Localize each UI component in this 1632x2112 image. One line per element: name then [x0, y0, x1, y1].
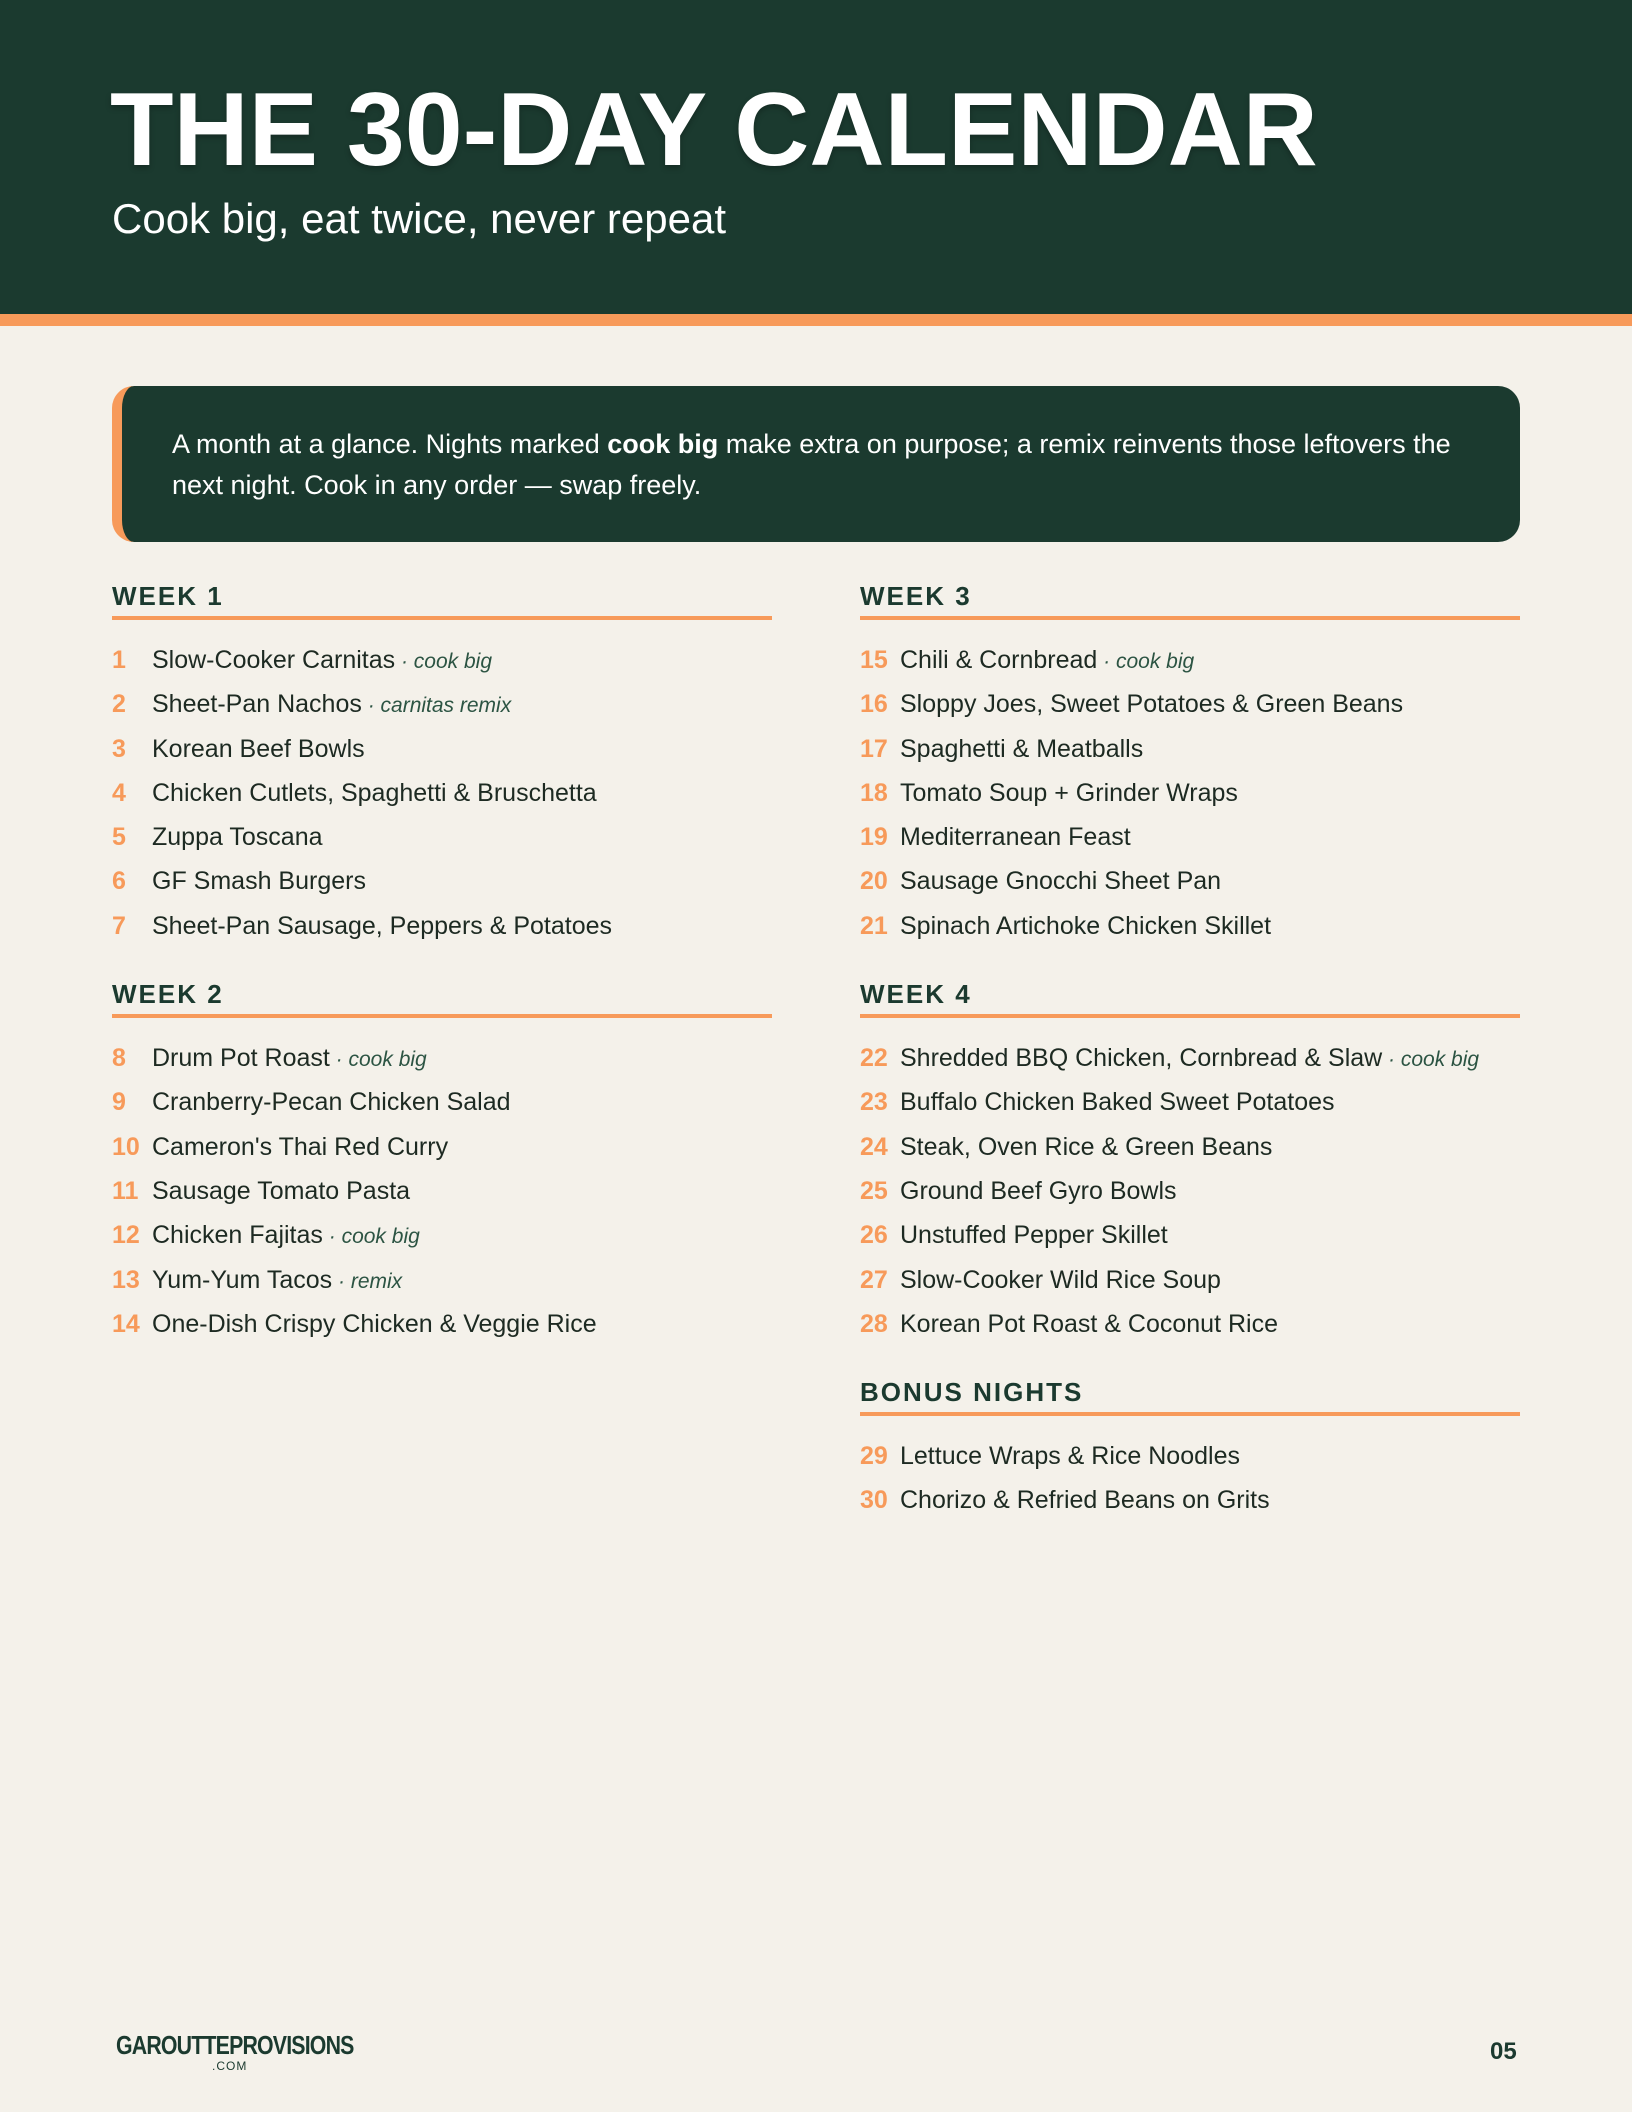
- day-item: [112, 859, 772, 903]
- day-item: [112, 638, 772, 682]
- day-item: [112, 1125, 772, 1169]
- day-item: [112, 1080, 772, 1124]
- day-item: [860, 1213, 1520, 1257]
- meal-tag: · cook big: [322, 1225, 420, 1249]
- day-item: [860, 1478, 1520, 1522]
- day-number: 20: [860, 867, 888, 896]
- meal-name: GF Smash Burgers: [152, 867, 366, 896]
- day-item: [860, 1258, 1520, 1302]
- left-column: [112, 578, 772, 1346]
- week-3-section: [860, 578, 1520, 948]
- week-heading: WEEK 1: [112, 578, 772, 620]
- meal-name: Sheet-Pan Nachos: [152, 690, 362, 719]
- day-number: 25: [860, 1176, 888, 1205]
- meal-name: Ground Beef Gyro Bowls: [900, 1176, 1177, 1205]
- day-item: [860, 1169, 1520, 1213]
- meal-tag: · cook big: [1382, 1048, 1480, 1072]
- meal-tag: · carnitas remix: [361, 694, 512, 718]
- meal-name: Unstuffed Pepper Skillet: [900, 1221, 1168, 1250]
- day-list: [860, 1416, 1520, 1523]
- bonus-nights-section: [860, 1374, 1520, 1523]
- meal-name: Chili & Cornbread: [900, 646, 1098, 674]
- page-title: THE 30-DAY CALENDAR: [110, 72, 1318, 188]
- day-item: [112, 815, 772, 859]
- meal-name: Shredded BBQ Chicken, Cornbread & Slaw: [900, 1044, 1383, 1073]
- day-number: 17: [860, 734, 888, 763]
- day-list: [860, 620, 1520, 948]
- week-heading: WEEK 4: [860, 976, 1520, 1018]
- day-item: [860, 815, 1520, 859]
- day-number: 24: [860, 1132, 888, 1161]
- day-number: 15: [860, 646, 888, 674]
- meal-name: Slow-Cooker Carnitas: [152, 646, 396, 674]
- intro-text-before: A month at a glance. Nights marked: [172, 429, 608, 459]
- week-heading: BONUS NIGHTS: [860, 1374, 1520, 1416]
- meal-name: Sloppy Joes, Sweet Potatoes & Green Beans: [900, 690, 1404, 719]
- meal-name: Drum Pot Roast: [152, 1044, 330, 1073]
- day-item: [112, 682, 772, 726]
- meal-name: Spaghetti & Meatballs: [900, 734, 1144, 763]
- day-number: 1: [112, 646, 126, 674]
- day-item: [112, 1213, 772, 1257]
- day-item: [860, 638, 1520, 682]
- meal-name: Chorizo & Refried Beans on Grits: [900, 1486, 1270, 1515]
- day-number: 21: [860, 911, 888, 940]
- day-item: [860, 771, 1520, 815]
- intro-text-bold: cook big: [607, 429, 719, 459]
- day-item: [112, 1169, 772, 1213]
- day-number: 18: [860, 778, 888, 807]
- day-number: 16: [860, 690, 888, 719]
- day-item: [112, 727, 772, 771]
- day-number: 4: [112, 778, 126, 807]
- day-item: [860, 859, 1520, 903]
- day-number: 11: [112, 1176, 139, 1205]
- meal-name: Steak, Oven Rice & Green Beans: [900, 1132, 1273, 1161]
- meal-name: Tomato Soup + Grinder Wraps: [900, 778, 1238, 807]
- day-number: 23: [860, 1088, 888, 1117]
- day-number: 26: [860, 1221, 888, 1250]
- page-number: 05: [1490, 2038, 1517, 2065]
- day-item: [112, 904, 772, 948]
- meal-name: Cranberry-Pecan Chicken Salad: [152, 1088, 511, 1117]
- brand-logo-suffix: .COM: [212, 2059, 248, 2073]
- day-number: 2: [112, 690, 126, 719]
- intro-text-after: make extra on purpose; a remix reinvents those leftovers the next night. Cook in any order — swap freely.: [172, 429, 1451, 500]
- day-item: [112, 771, 772, 815]
- day-number: 28: [860, 1309, 888, 1338]
- day-number: 30: [860, 1486, 888, 1515]
- week-1-section: [112, 578, 772, 948]
- day-item: [860, 1434, 1520, 1478]
- day-number: 27: [860, 1265, 888, 1294]
- intro-callout: [112, 386, 1520, 542]
- day-item: [112, 1036, 772, 1080]
- meal-tag: · remix: [332, 1269, 403, 1293]
- day-item: [860, 1125, 1520, 1169]
- meal-name: Sausage Tomato Pasta: [152, 1176, 411, 1205]
- day-item: [860, 904, 1520, 948]
- day-number: 7: [112, 911, 126, 940]
- day-item: [112, 1302, 772, 1346]
- day-number: 9: [112, 1088, 126, 1117]
- page-subtitle: Cook big, eat twice, never repeat: [112, 195, 727, 242]
- day-item: [860, 1036, 1520, 1080]
- week-4-section: [860, 976, 1520, 1346]
- meal-name: Mediterranean Feast: [900, 823, 1131, 852]
- meal-name: One-Dish Crispy Chicken & Veggie Rice: [152, 1309, 597, 1338]
- day-number: 5: [112, 823, 126, 852]
- day-number: 14: [112, 1309, 140, 1338]
- meal-name: Korean Beef Bowls: [152, 734, 365, 763]
- meal-tag: · cook big: [329, 1048, 427, 1072]
- day-item: [860, 1302, 1520, 1346]
- day-item: [860, 727, 1520, 771]
- page-header: [0, 0, 1632, 326]
- day-item: [860, 682, 1520, 726]
- day-number: 8: [112, 1044, 126, 1073]
- day-number: 13: [112, 1265, 140, 1294]
- day-number: 29: [860, 1442, 888, 1471]
- meal-name: Yum-Yum Tacos: [152, 1265, 333, 1294]
- meal-tag: · cook big: [395, 650, 493, 673]
- day-list: [112, 1018, 772, 1346]
- meal-name: Lettuce Wraps & Rice Noodles: [900, 1442, 1240, 1471]
- week-2-section: [112, 976, 772, 1346]
- meal-name: Korean Pot Roast & Coconut Rice: [900, 1309, 1278, 1338]
- meal-tag: · cook big: [1097, 650, 1195, 673]
- day-number: 22: [860, 1044, 888, 1073]
- meal-name: Cameron's Thai Red Curry: [152, 1132, 449, 1161]
- meal-name: Chicken Fajitas: [152, 1221, 323, 1250]
- meal-name: Buffalo Chicken Baked Sweet Potatoes: [900, 1088, 1335, 1117]
- meal-name: Chicken Cutlets, Spaghetti & Bruschetta: [152, 778, 597, 807]
- brand-logo: GAROUTTEPROVISIONS: [116, 2030, 354, 2060]
- day-number: 10: [112, 1132, 140, 1161]
- day-number: 19: [860, 823, 888, 852]
- week-heading: WEEK 2: [112, 976, 772, 1018]
- week-heading: WEEK 3: [860, 578, 1520, 620]
- meal-name: Spinach Artichoke Chicken Skillet: [900, 911, 1272, 940]
- day-item: [860, 1080, 1520, 1124]
- day-list: [112, 620, 772, 948]
- meal-name: Slow-Cooker Wild Rice Soup: [900, 1265, 1221, 1294]
- right-column: [860, 578, 1520, 1523]
- meal-name: Sheet-Pan Sausage, Peppers & Potatoes: [152, 911, 613, 940]
- day-list: [860, 1018, 1520, 1346]
- meal-name: Zuppa Toscana: [152, 823, 323, 852]
- day-number: 12: [112, 1221, 140, 1250]
- day-item: [112, 1258, 772, 1302]
- day-number: 6: [112, 867, 126, 896]
- day-number: 3: [112, 734, 126, 763]
- meal-name: Sausage Gnocchi Sheet Pan: [900, 867, 1222, 896]
